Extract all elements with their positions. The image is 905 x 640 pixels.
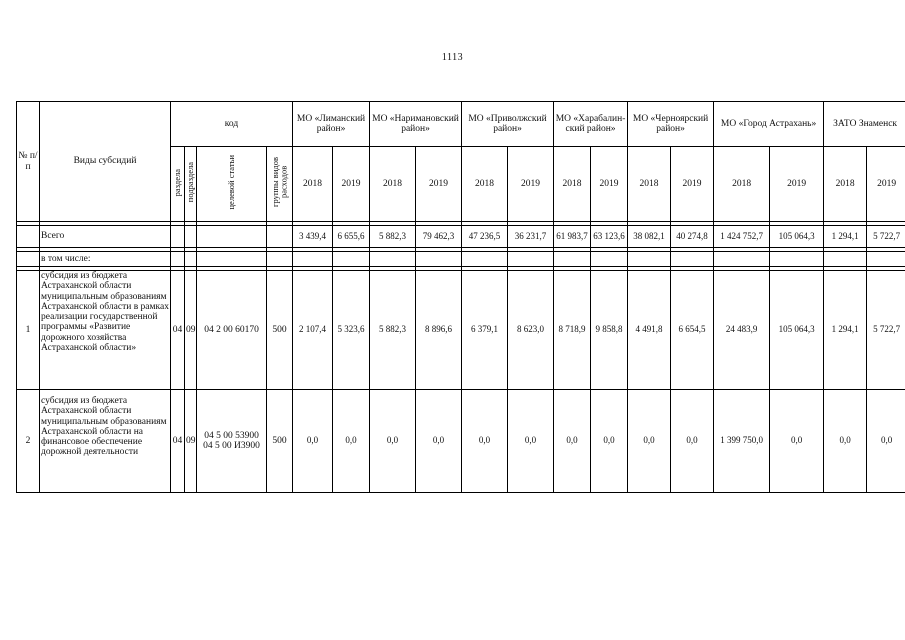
table-cell: 8 718,9 xyxy=(554,271,591,390)
header-municipality: МО «Харабалин-ский район» xyxy=(554,102,628,147)
table-cell: 61 983,7 xyxy=(554,226,591,248)
table-cell: 5 722,7 xyxy=(867,226,905,248)
header-municipality: МО «Город Астрахань» xyxy=(714,102,824,147)
header-year: 2019 xyxy=(770,147,824,222)
header-year: 2018 xyxy=(370,147,416,222)
table-cell: 47 236,5 xyxy=(462,226,508,248)
subsidy-table xyxy=(16,101,905,493)
row-total-label: Всего xyxy=(40,226,171,248)
header-code-group: группы видов расходов xyxy=(267,147,293,222)
table-cell: 0,0 xyxy=(508,390,554,493)
table-cell: 38 082,1 xyxy=(628,226,671,248)
header-code-subsection: подраздела xyxy=(185,147,197,222)
header-municipality: МО «Наримановский район» xyxy=(370,102,462,147)
table-cell: 0,0 xyxy=(867,390,905,493)
header-subsidy-type: Виды субсидий xyxy=(40,102,171,222)
table-cell: 0,0 xyxy=(333,390,370,493)
table-cell: 2 107,4 xyxy=(293,271,333,390)
table-cell: 0,0 xyxy=(671,390,714,493)
table-cell: 0,0 xyxy=(628,390,671,493)
table-row xyxy=(17,271,905,390)
table-cell: 0,0 xyxy=(770,390,824,493)
header-year: 2018 xyxy=(554,147,591,222)
code-section: 04 xyxy=(171,271,185,390)
table-cell: 0,0 xyxy=(591,390,628,493)
row-including-label: в том числе: xyxy=(40,252,171,267)
table-cell: 79 462,3 xyxy=(416,226,462,248)
table-cell: 63 123,6 xyxy=(591,226,628,248)
table-cell: 5 882,3 xyxy=(370,226,416,248)
header-code: код xyxy=(171,102,293,147)
code-target: 04 5 00 53900 04 5 00 И3900 xyxy=(197,390,267,493)
table-cell: 105 064,3 xyxy=(770,271,824,390)
table-cell: 3 439,4 xyxy=(293,226,333,248)
table-cell: 40 274,8 xyxy=(671,226,714,248)
code-target: 04 2 00 60170 xyxy=(197,271,267,390)
table-cell: 5 882,3 xyxy=(370,271,416,390)
code-section: 04 xyxy=(171,390,185,493)
table-row-total xyxy=(17,226,905,248)
row-num: 1 xyxy=(17,271,40,390)
code-group: 500 xyxy=(267,271,293,390)
table-cell: 1 424 752,7 xyxy=(714,226,770,248)
header-row-municipalities xyxy=(17,102,905,147)
table-cell: 0,0 xyxy=(462,390,508,493)
header-num: № п/п xyxy=(17,102,40,222)
header-municipality: МО «Приволжский район» xyxy=(462,102,554,147)
table-cell: 1 399 750,0 xyxy=(714,390,770,493)
header-year: 2018 xyxy=(293,147,333,222)
header-year: 2019 xyxy=(591,147,628,222)
code-subsection: 09 xyxy=(185,271,197,390)
header-year: 2019 xyxy=(867,147,905,222)
table-row-including xyxy=(17,252,905,267)
table-cell: 6 654,5 xyxy=(671,271,714,390)
table-cell: 8 623,0 xyxy=(508,271,554,390)
table-cell: 0,0 xyxy=(370,390,416,493)
table-cell: 8 896,6 xyxy=(416,271,462,390)
header-year: 2019 xyxy=(508,147,554,222)
header-year: 2019 xyxy=(416,147,462,222)
header-year: 2019 xyxy=(671,147,714,222)
table-cell: 36 231,7 xyxy=(508,226,554,248)
header-year: 2018 xyxy=(462,147,508,222)
table-row xyxy=(17,390,905,493)
row-label: субсидия из бюджета Астраханской области муниципальным образованиям Астраханской области на финансовое обеспечение дорожной деятельности xyxy=(40,390,171,493)
table-cell: 105 064,3 xyxy=(770,226,824,248)
header-code-target: целевой статьи xyxy=(197,147,267,222)
table-cell: 9 858,8 xyxy=(591,271,628,390)
header-code-section: раздела xyxy=(171,147,185,222)
header-municipality: МО «Черноярский район» xyxy=(628,102,714,147)
header-year: 2018 xyxy=(714,147,770,222)
header-municipality: МО «Лиманский район» xyxy=(293,102,370,147)
page-number: 1113 xyxy=(441,52,464,63)
table-cell: 0,0 xyxy=(416,390,462,493)
header-year: 2019 xyxy=(333,147,370,222)
row-num: 2 xyxy=(17,390,40,493)
row-label: субсидия из бюджета Астраханской области муниципальным образованиям Астраханской области в рамках реализации государственной программы «Развитие дорожного хозяйства Астраханской области» xyxy=(40,271,171,390)
code-subsection: 09 xyxy=(185,390,197,493)
table-cell: 1 294,1 xyxy=(824,226,867,248)
table-cell: 1 294,1 xyxy=(824,271,867,390)
table-cell: 5 722,7 xyxy=(867,271,905,390)
table-cell: 0,0 xyxy=(293,390,333,493)
table-cell: 6 655,6 xyxy=(333,226,370,248)
header-year: 2018 xyxy=(628,147,671,222)
header-municipality: ЗАТО Знаменск xyxy=(824,102,905,147)
table-cell: 4 491,8 xyxy=(628,271,671,390)
table-cell: 5 323,6 xyxy=(333,271,370,390)
table-cell: 6 379,1 xyxy=(462,271,508,390)
table-cell: 0,0 xyxy=(554,390,591,493)
code-group: 500 xyxy=(267,390,293,493)
header-year: 2018 xyxy=(824,147,867,222)
table-cell: 0,0 xyxy=(824,390,867,493)
table-cell: 24 483,9 xyxy=(714,271,770,390)
